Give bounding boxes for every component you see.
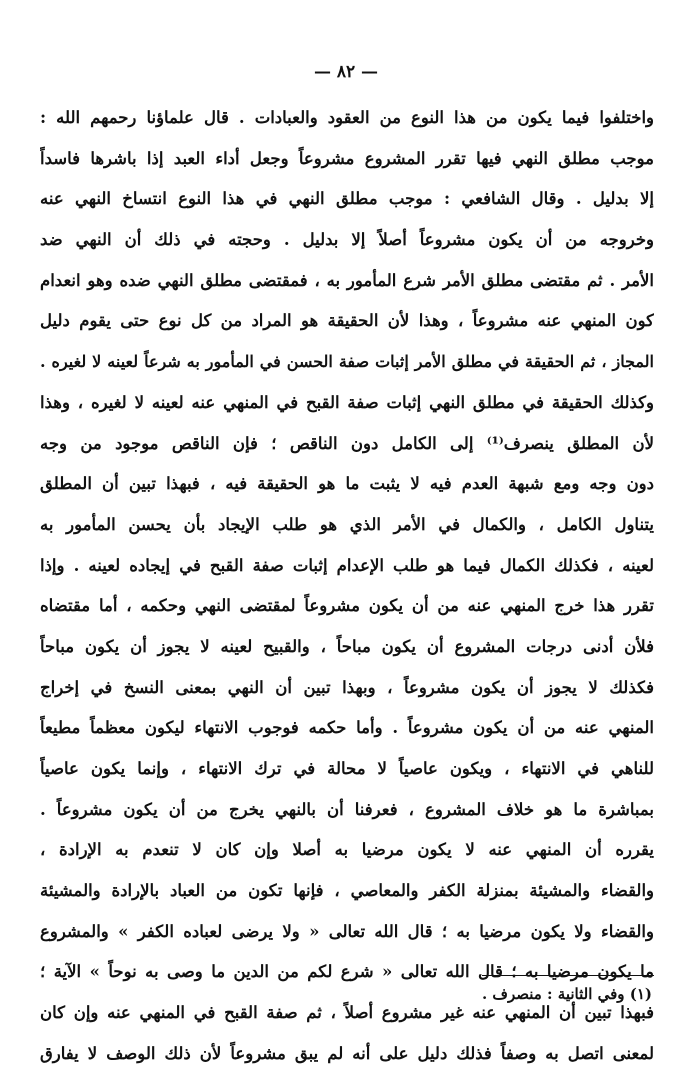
text-line: وخروجه من أن يكون مشروعاً أصلاً إلا بدليل . وحجته في ذلك أن النهي ضد — [40, 230, 654, 250]
text-line: فلأن أدنى درجات المشروع أن يكون مباحاً ، والقبيح لعينه لا يجوز أن يكون مباحاً — [40, 636, 654, 656]
text-line: تقرر هذا خرج المنهي عنه من أن يكون مشروعاً لمقتضى النهي وحكمه ، أما مقتضاه — [40, 596, 654, 616]
text-line: واختلفوا فيما يكون من هذا النوع من العقود والعبادات . قال علماؤنا رحمهم الله : — [40, 108, 654, 127]
text-line: المجاز ، ثم الحقيقة في مطلق الأمر إثبات صفة الحسن في المأمور به شرعاً لعينه لا لغيره . — [40, 352, 654, 372]
text-line: يتناول الكامل ، والكمال في الأمر الذي هو طلب الإيجاد بأن يحسن المأمور به — [40, 514, 654, 534]
text-line: وكذلك الحقيقة في مطلق النهي إثبات صفة القبح في المنهي عنه لعينه لا لغيره ، وهذا — [40, 392, 654, 412]
text-line: دون وجه ومع شبهة العدم فيه لا يثبت ما هو الحقيقة فيه ، فبهذا تبين أن المطلق — [40, 474, 654, 494]
text-line: والقضاء والمشيئة بمنزلة الكفر والمعاصي ، فإنها تكون من العباد بالإرادة والمشيئة — [40, 881, 654, 901]
page-number: — ٨٢ — — [313, 62, 379, 82]
text-line: ما يكون مرضيا به ؛ قال الله تعالى « شرع لكم من الدين ما وصى به نوحاً » الآية ؛ — [40, 962, 654, 982]
text-line: لمعنى اتصل به وصفاً فذلك دليل على أنه لم يبق مشروعاً لأن ذلك الوصف لا يفارق — [40, 1043, 654, 1063]
body-text — [40, 98, 654, 1075]
text-line: المنهي عنه من أن يكون مشروعاً . وأما حكمه فوجوب الانتهاء ليكون معظماً مطيعاً — [40, 718, 654, 738]
text-line: يقرره أن المنهي عنه لا يكون مرضيا به أصلا وإن كان لا تنعدم به الإرادة ، — [40, 840, 654, 860]
text-line: موجب مطلق النهي فيها تقرر المشروع مشروعاً وجعل أداء العبد إذا باشرها فاسداً — [40, 148, 654, 168]
text-line: فبهذا تبين أن المنهي عنه غير مشروع أصلاً ، ثم صفة القبح في المنهي عنه وإن كان — [40, 1003, 654, 1023]
text-line: بمباشرة ما هو خلاف المشروع ، فعرفنا أن بالنهي يخرج من أن يكون مشروعاً . — [40, 799, 654, 819]
text-line: لأن المطلق ينصرف⁽¹⁾ إلى الكامل دون الناقص ؛ فإن الناقص موجود من وجه — [40, 433, 654, 453]
text-line: للناهي في الانتهاء ، ويكون عاصياً لا محالة في ترك الانتهاء ، وإنما يكون عاصياً — [40, 759, 654, 778]
text-line: كون المنهي عنه مشروعاً ، وهذا لأن الحقيقة هو المراد من كل نوع حتى يقوم دليل — [40, 311, 654, 331]
text-line: الأمر . ثم مقتضى مطلق الأمر شرع المأمور به ، فمقتضى مطلق النهي ضده وهو انعدام — [40, 270, 654, 290]
footnote: (١) وفي الثانية : منصرف . — [481, 985, 652, 1003]
footnote-separator — [482, 975, 654, 976]
text-line: لعينه ، فكذلك الكمال فيما هو طلب الإعدام إثبات صفة القبح في إيجاده لعينه . وإذا — [40, 555, 654, 575]
text-line: فكذلك لا يجوز أن يكون مشروعاً ، وبهذا تبين أن النهي بمعنى النسخ في إخراج — [40, 677, 654, 697]
text-line: والقضاء ولا يكون مرضيا به ؛ قال الله تعالى « ولا يرضى لعباده الكفر » والمشروع — [40, 921, 654, 941]
text-line: إلا بدليل . وقال الشافعي : موجب مطلق النهي في هذا النوع انتساخ النهي عنه — [40, 189, 654, 209]
